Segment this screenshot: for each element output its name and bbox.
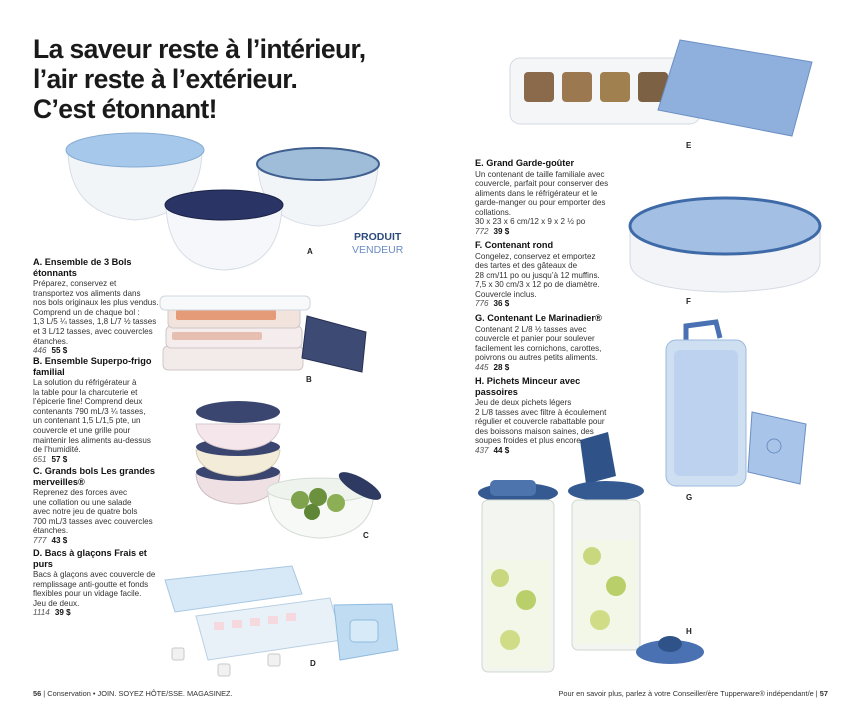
product-h-title: H. Pichets Minceur avec passoires: [475, 376, 581, 397]
footer-right-page-number: 57: [819, 689, 828, 698]
product-d-price: 39 $: [54, 608, 71, 618]
product-a: [33, 257, 168, 356]
badge-line-1: PRODUIT: [354, 231, 402, 243]
product-g-title: G. Contenant Le Marinadier®: [475, 313, 602, 323]
product-e-title: E. Grand Garde-goûter: [475, 158, 575, 168]
product-f-title: F. Contenant rond: [475, 240, 554, 250]
product-c: [33, 466, 168, 546]
product-h: [475, 376, 625, 456]
product-d-description: Bacs à glaçons avec couvercle de remplissage anti-goutte et fonds flexibles pour un vidage facile. Jeu de deux.: [33, 570, 156, 608]
footer-left: 56 | Conservation • JOIN. SOYEZ HÔTE/SSE. MAGASINEZ.: [33, 689, 233, 698]
headline-line-1: La saveur reste à l’intérieur,: [33, 34, 366, 64]
product-e-description: Un contenant de taille familiale avec couvercle, parfait pour conserver des aliments dans le réfrigérateur et le garde-manger ou pour emporter des collations. 30 x 23 x 6 cm/12 x 9 x 2 ½ po: [475, 169, 609, 227]
product-b-price: 57 $: [51, 454, 68, 464]
product-f: [475, 240, 625, 309]
label-e: E: [686, 141, 692, 150]
product-g: [475, 313, 625, 372]
product-e: [475, 158, 625, 237]
product-f-price: 36 $: [493, 299, 510, 309]
label-g: G: [686, 493, 693, 502]
product-c-price: 43 $: [51, 535, 68, 545]
label-h: H: [686, 627, 692, 636]
product-f-description: Congelez, conservez et emportez des tartes et des gâteaux de 28 cm/11 po ou jusqu’à 12 muffins. 7,5 x 30 cm/3 x 12 po de diamètre. Couvercle inclus.: [475, 251, 600, 299]
product-d-title: D. Bacs à glaçons Frais et purs: [33, 548, 147, 569]
product-a-description: Préparez, conservez et transportez vos aliments dans nos bols originaux les plus vendus. Comprend un de chaque bol : 1,3 L/5 ¼ tasses, 1,8 L/7 ½ tasses et 3 L/12 tasses, avec couvercles étanches.: [33, 279, 159, 346]
footer-left-page-number: 56: [33, 689, 42, 698]
footer-right: Pour en savoir plus, parlez à votre Conseiller/ère Tupperware® indépendant/e | 57: [558, 689, 828, 698]
right-page: [430, 0, 860, 717]
product-a-code: 446: [33, 346, 47, 356]
label-d: D: [310, 659, 316, 668]
product-a-price: 55 $: [51, 346, 68, 356]
label-b: B: [306, 375, 312, 384]
product-h-code: 437: [475, 445, 489, 455]
badge-line-2: VENDEUR: [352, 244, 404, 256]
product-d-code: 1114: [33, 608, 50, 618]
product-d: [33, 548, 168, 618]
product-c-code: 777: [33, 535, 47, 545]
product-f-code: 776: [475, 299, 489, 309]
product-e-code: 772: [475, 227, 489, 237]
footer-left-text: Conservation • JOIN. SOYEZ HÔTE/SSE. MAGASINEZ.: [47, 689, 233, 698]
product-e-price: 39 $: [493, 227, 510, 237]
product-g-code: 445: [475, 362, 489, 372]
product-g-price: 28 $: [493, 362, 510, 372]
product-c-description: Reprenez des forces avec une collation ou une salade avec notre jeu de quatre bols 700 mL/3 tasses avec couvercles étanches.: [33, 488, 153, 536]
label-a: A: [307, 247, 313, 256]
label-f: F: [686, 297, 691, 306]
headline-line-2: l’air reste à l’extérieur.: [33, 64, 298, 94]
product-b-code: 651: [33, 454, 47, 464]
product-b-description: La solution du réfrigérateur à la table pour la charcuterie et l’épicerie fine! Comprend deux contenants 790 mL/3 ¼ tasses, un contenant 1,5 L/1,5 pte, un couvercle et une grille pour maintenir les aliments au-dessus de l’humidité.: [33, 378, 151, 455]
product-h-price: 44 $: [493, 445, 510, 455]
product-b: [33, 356, 168, 464]
label-c: C: [363, 531, 369, 540]
product-a-title: A. Ensemble de 3 Bols étonnants: [33, 257, 132, 278]
product-h-description: Jeu de deux pichets légers 2 L/8 tasses avec filtre à écoulement régulier et couvercle rabattable pour des boissons maison saines, des soupes froides et plus encore.: [475, 398, 607, 446]
headline-line-3: C’est étonnant!: [33, 94, 217, 124]
footer-right-text: Pour en savoir plus, parlez à votre Conseiller/ère Tupperware® indépendant/e: [558, 689, 814, 698]
product-b-title: B. Ensemble Superpo-frigo familial: [33, 356, 152, 377]
product-c-title: C. Grands bols Les grandes merveilles®: [33, 466, 156, 487]
product-g-description: Contenant 2 L/8 ½ tasses avec couvercle et panier pour soulever facilement les cornichons, carottes, poivrons ou autres petits aliments.: [475, 324, 602, 363]
